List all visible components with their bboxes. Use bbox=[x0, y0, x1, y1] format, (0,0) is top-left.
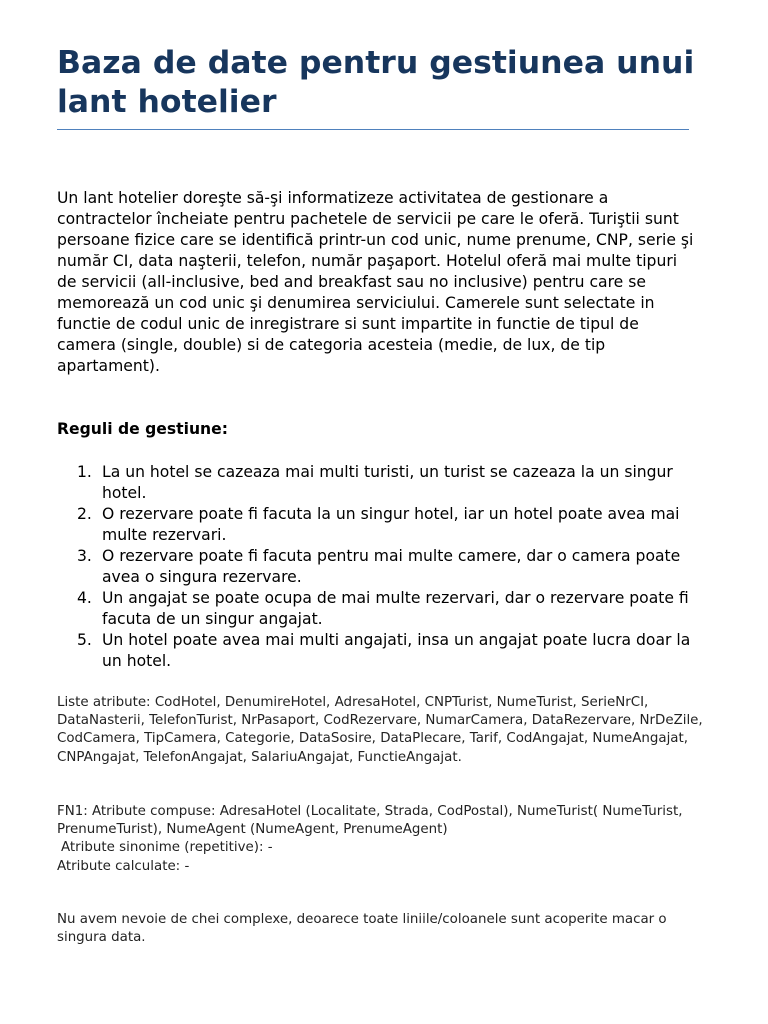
list-item bbox=[77, 504, 697, 546]
list-item-text: Un angajat se poate ocupa de mai multe rezervari, dar o rezervare poate fi facuta de un singur angajat. bbox=[102, 589, 689, 628]
footer-note: Nu avem nevoie de chei complexe, deoarece toate liniile/coloanele sunt acoperite macar o singura data. bbox=[57, 912, 667, 946]
fn1-calculated-attributes: Atribute calculate: - bbox=[57, 858, 190, 874]
rules-heading: Reguli de gestiune: bbox=[57, 420, 228, 438]
list-item bbox=[77, 588, 697, 630]
fn1-composite-attributes: FN1: Atribute compuse: AdresaHotel (Localitate, Strada, CodPostal), NumeTurist( NumeTurist, PrenumeTurist), NumeAgent (NumeAgent, PrenumeAgent) bbox=[57, 804, 683, 838]
rules-list bbox=[77, 462, 697, 672]
title-divider bbox=[57, 129, 689, 130]
list-item-number: 3. bbox=[77, 547, 92, 565]
list-item-text: O rezervare poate fi facuta la un singur hotel, iar un hotel poate avea mai multe rezervari. bbox=[102, 505, 680, 544]
list-item bbox=[77, 462, 697, 504]
list-item bbox=[77, 630, 697, 672]
list-item-text: O rezervare poate fi facuta pentru mai multe camere, dar o camera poate avea o singura rezervare. bbox=[102, 547, 681, 586]
list-item-number: 1. bbox=[77, 463, 92, 481]
list-item-text: Un hotel poate avea mai multi angajati, insa un angajat poate lucra doar la un hotel. bbox=[102, 631, 691, 670]
list-item-text: La un hotel se cazeaza mai multi turisti, un turist se cazeaza la un singur hotel. bbox=[102, 463, 673, 502]
attributes-list: Liste atribute: CodHotel, DenumireHotel, AdresaHotel, CNPTurist, NumeTurist, SerieNrCI, DataNasterii, TelefonTurist, NrPasaport, CodRezervare, NumarCamera, DataRezervare, NrDeZile, CodCamera, TipCamera, Categorie, DataSosire, DataPlecare, Tarif, CodAngajat, NumeAngajat, CNPAngajat, TelefonAngajat, SalariuAngajat, FunctieAngajat. bbox=[57, 695, 703, 765]
document-title: Baza de date pentru gestiunea unui lant hotelier bbox=[57, 45, 695, 120]
fn1-synonym-attributes: Atribute sinonime (repetitive): - bbox=[61, 840, 273, 856]
list-item-number: 2. bbox=[77, 505, 92, 523]
list-item-number: 4. bbox=[77, 589, 92, 607]
list-item-number: 5. bbox=[77, 631, 92, 649]
fn1-section bbox=[57, 803, 707, 876]
list-item bbox=[77, 546, 697, 588]
intro-paragraph: Un lant hotelier doreşte să-şi informatizeze activitatea de gestionare a contractelor încheiate pentru pachetele de servicii pe care le oferă. Turiştii sunt persoane fizice care se identifică printr-un cod unic, nume prenume, CNP, serie şi număr CI, data naşterii, telefon, număr paşaport. Hotelul oferă mai multe tipuri de servicii (all-inclusive, bed and breakfast sau no inclusive) pentru care se memorează un cod unic şi denumirea serviciului. Camerele sunt selectate in functie de codul unic de inregistrare si sunt impartite in functie de tipul de camera (single, double) si de categoria acesteia (medie, de lux, de tip apartament). bbox=[57, 189, 694, 375]
